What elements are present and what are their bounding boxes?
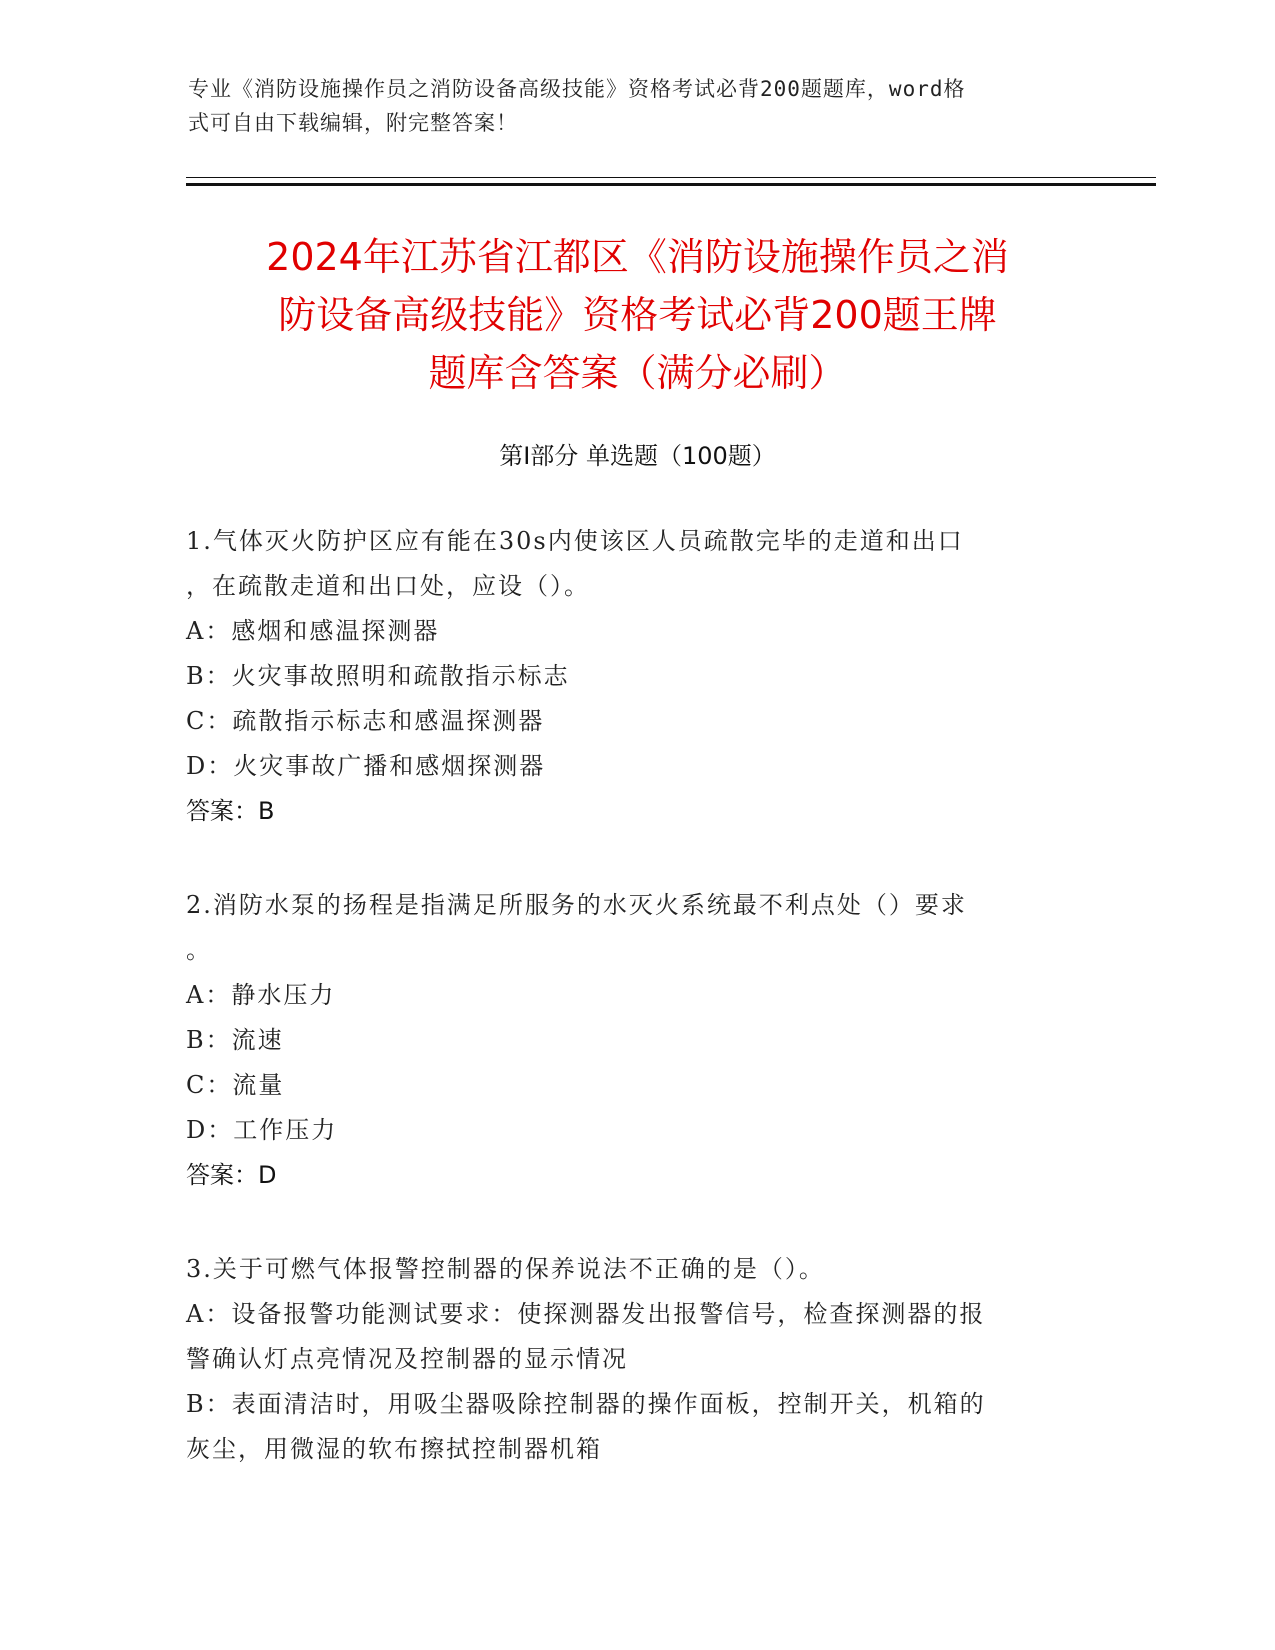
question-stem: 。 (186, 936, 212, 964)
option-c: C：疏散指示标志和感温探测器 (186, 707, 545, 735)
option-a: A：静水压力 (186, 981, 336, 1009)
header-divider-thin (186, 177, 1156, 178)
question-stem: 3.关于可燃气体报警控制器的保养说法不正确的是（）。 (186, 1255, 825, 1283)
question-block (186, 519, 1076, 834)
option-d: D：工作压力 (186, 1116, 338, 1144)
option-b: B：流速 (186, 1026, 284, 1054)
question-block (186, 883, 1076, 1198)
answer-line: 答案：B (186, 797, 275, 825)
answer-line: 答案：D (186, 1161, 277, 1189)
option-b-continued: 灰尘，用微湿的软布擦拭控制器机箱 (186, 1435, 602, 1463)
question-stem: 2.消防水泵的扬程是指满足所服务的水灭火系统最不利点处（）要求 (186, 891, 967, 919)
header-note-line-2: 式可自由下载编辑，附完整答案！ (188, 111, 518, 135)
question-stem: ，在疏散走道和出口处，应设（）。 (186, 572, 590, 600)
option-a: A：设备报警功能测试要求：使探测器发出报警信号，检查探测器的报 (186, 1300, 986, 1328)
option-b: B：表面清洁时，用吸尘器吸除控制器的操作面板，控制开关，机箱的 (186, 1390, 986, 1418)
title-line-3: 题库含答案（满分必刷） (428, 351, 847, 395)
option-d: D：火灾事故广播和感烟探测器 (186, 752, 546, 780)
option-b: B：火灾事故照明和疏散指示标志 (186, 662, 570, 690)
document-title (170, 228, 1105, 402)
header-divider-thick (186, 183, 1156, 186)
option-a-continued: 警确认灯点亮情况及控制器的显示情况 (186, 1345, 628, 1373)
title-line-1: 2024年江苏省江都区《消防设施操作员之消 (266, 235, 1009, 279)
title-line-2: 防设备高级技能》资格考试必背200题王牌 (278, 293, 997, 337)
question-stem: 1.气体灭火防护区应有能在30s内使该区人员疏散完毕的走道和出口 (186, 527, 964, 555)
option-a: A：感烟和感温探测器 (186, 617, 440, 645)
option-c: C：流量 (186, 1071, 285, 1099)
section-heading: 第Ⅰ部分 单选题（100题） (499, 442, 776, 470)
header-note-line-1: 专业《消防设施操作员之消防设备高级技能》资格考试必背200题题库，word格 (188, 77, 966, 101)
header-note (188, 72, 1068, 140)
question-block (186, 1247, 1076, 1472)
